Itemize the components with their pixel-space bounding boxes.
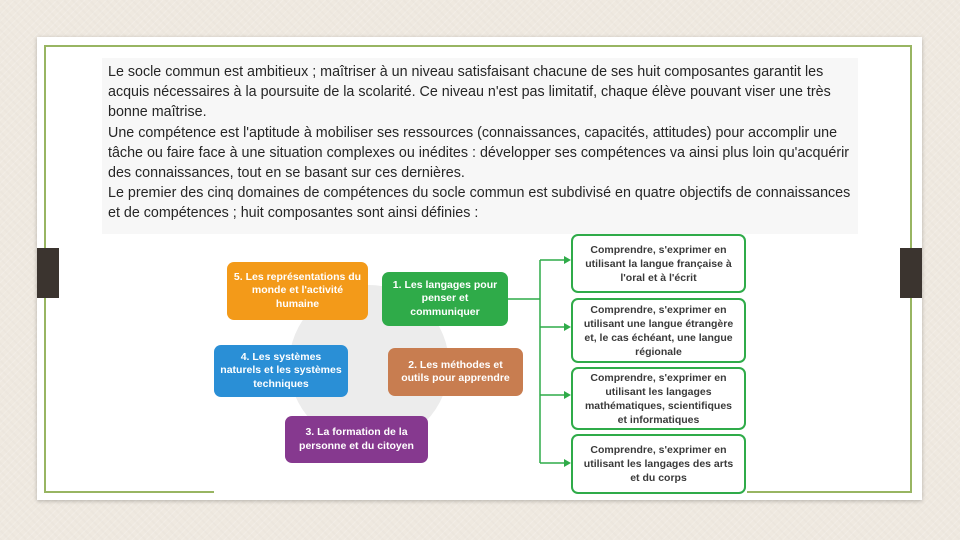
domain-2-box: 2. Les méthodes et outils pour apprendre bbox=[388, 348, 523, 396]
paragraph-1: Le socle commun est ambitieux ; maîtriser à un niveau satisfaisant chacune de ses huit composantes garantit les acquis nécessaires à la poursuite de la scolarité. Ce niveau n'est pas limitatif, chaque élève pouvant viser une très bonne maîtrise. bbox=[108, 64, 831, 121]
domain-4-box: 4. Les systèmes naturels et les systèmes techniques bbox=[214, 345, 348, 397]
domain-5-box: 5. Les représentations du monde et l'activité humaine bbox=[227, 262, 368, 320]
objective-2-box: Comprendre, s'exprimer en utilisant une langue étrangère et, le cas échéant, une langue régionale bbox=[571, 298, 746, 363]
objective-4-box: Comprendre, s'exprimer en utilisant les langages des arts et du corps bbox=[571, 434, 746, 494]
objective-1-box: Comprendre, s'exprimer en utilisant la langue française à l'oral et à l'écrit bbox=[571, 234, 746, 293]
paragraph-3: Le premier des cinq domaines de compétences du socle commun est subdivisé en quatre objectifs de connaissances et de compétences ; huit composantes sont ainsi définies : bbox=[108, 185, 851, 222]
arrow-head-1 bbox=[564, 256, 571, 264]
paragraph-2: Une compétence est l'aptitude à mobiliser ses ressources (connaissances, capacités, attitudes) pour accomplir une tâche ou faire face à une situation complexes ou inédites : développer ses compétences va ainsi plus loin qu'acquérir des connaissances, tout en se basant sur ces dernières. bbox=[108, 124, 850, 182]
arrow-head-2 bbox=[564, 323, 571, 331]
domain-1-box: 1. Les langages pour penser et communiquer bbox=[382, 272, 508, 326]
domain-3-box: 3. La formation de la personne et du citoyen bbox=[285, 416, 428, 463]
arrow-head-3 bbox=[564, 391, 571, 399]
objective-3-box: Comprendre, s'exprimer en utilisant les langages mathématiques, scientifiques et informatiques bbox=[571, 367, 746, 430]
arrow-head-4 bbox=[564, 459, 571, 467]
